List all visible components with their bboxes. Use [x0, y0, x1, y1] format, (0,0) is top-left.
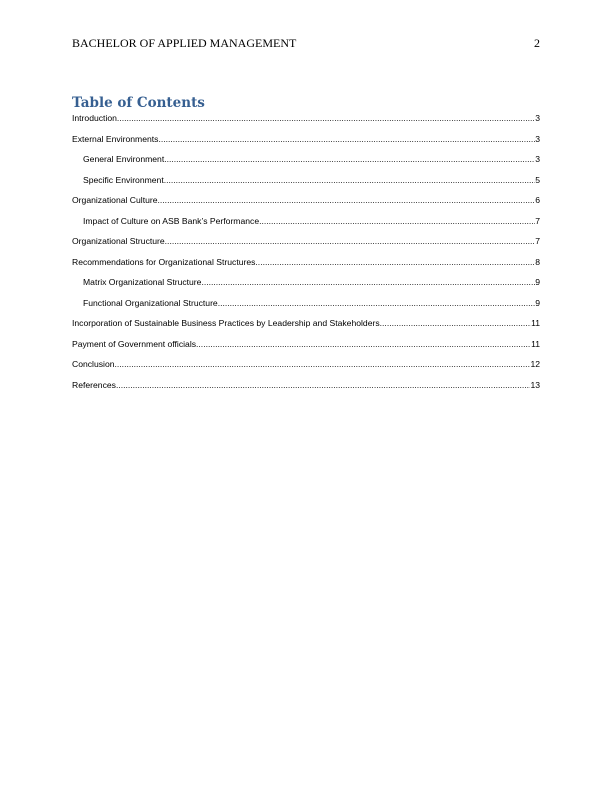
toc-entry-page: 9	[535, 297, 540, 308]
toc-entry-text: Matrix Organizational Structure	[83, 277, 202, 287]
toc-leader-dots	[201, 277, 535, 287]
toc-entry-page: 5	[535, 174, 540, 185]
toc-entry-general-environment[interactable]	[72, 154, 540, 175]
toc-entry-conclusion[interactable]	[72, 359, 540, 380]
toc-leader-dots	[117, 113, 535, 123]
toc-entry-introduction[interactable]	[72, 113, 540, 134]
toc-entry-specific-environment[interactable]	[72, 175, 540, 196]
toc-leader-dots	[158, 195, 536, 205]
toc-entry-page: 13	[530, 379, 540, 390]
toc-leader-dots	[116, 380, 530, 390]
toc-entry-impact-of-culture[interactable]	[72, 216, 540, 237]
toc-entry-functional-structure[interactable]	[72, 298, 540, 319]
toc-entry-page: 9	[535, 277, 540, 287]
toc-leader-dots	[255, 257, 535, 267]
toc-entry-page: 12	[530, 359, 540, 369]
toc-entry-text: Functional Organizational Structure	[83, 297, 218, 308]
toc-entry-page: 3	[535, 154, 540, 164]
table-of-contents	[72, 113, 540, 400]
toc-entry-text: Organizational Culture	[72, 195, 158, 205]
toc-leader-dots	[380, 318, 531, 328]
page-number: 2	[534, 36, 540, 50]
toc-entry-page: 11	[531, 338, 540, 349]
toc-entry-page: 7	[535, 236, 540, 246]
toc-entry-organizational-culture[interactable]	[72, 195, 540, 216]
toc-heading: Table of Contents	[72, 95, 205, 111]
toc-entry-recommendations[interactable]	[72, 257, 540, 278]
toc-leader-dots	[165, 236, 536, 246]
toc-entry-text: Payment of Government officials	[72, 338, 197, 349]
toc-entry-references[interactable]	[72, 380, 540, 401]
toc-entry-text: Impact of Culture on ASB Bank’s Performance	[83, 215, 260, 226]
toc-leader-dots	[164, 154, 535, 164]
toc-leader-dots	[158, 134, 535, 144]
toc-entry-text: Conclusion	[72, 359, 115, 369]
toc-entry-matrix-structure[interactable]	[72, 277, 540, 298]
toc-entry-text: References	[72, 379, 116, 390]
toc-entry-page: 7	[535, 215, 540, 226]
toc-entry-page: 3	[535, 133, 540, 144]
toc-leader-dots	[164, 175, 535, 185]
toc-entry-text: External Environments	[72, 133, 159, 144]
toc-leader-dots	[259, 216, 535, 226]
toc-leader-dots	[115, 359, 531, 369]
toc-entry-page: 6	[535, 195, 540, 205]
toc-entry-sustainable-practices[interactable]	[72, 318, 540, 339]
toc-entry-text: Introduction	[72, 113, 117, 123]
toc-entry-payment-government-officials[interactable]	[72, 339, 540, 360]
toc-entry-text: Specific Environment	[83, 174, 164, 185]
toc-leader-dots	[196, 339, 531, 349]
toc-entry-text: Incorporation of Sustainable Business Practices by Leadership and Stakeholders	[72, 318, 380, 328]
toc-entry-page: 11	[531, 318, 540, 328]
toc-leader-dots	[218, 298, 536, 308]
toc-entry-external-environments[interactable]	[72, 134, 540, 155]
toc-entry-page: 8	[535, 256, 540, 267]
toc-entry-text: Organizational Structure	[72, 236, 165, 246]
running-head-title: BACHELOR OF APPLIED MANAGEMENT	[72, 36, 297, 50]
toc-entry-text: General Environment	[83, 154, 165, 164]
toc-entry-organizational-structure[interactable]	[72, 236, 540, 257]
page-header	[72, 36, 540, 51]
toc-entry-text: Recommendations for Organizational Structures	[72, 256, 256, 267]
toc-entry-page: 3	[535, 113, 540, 123]
